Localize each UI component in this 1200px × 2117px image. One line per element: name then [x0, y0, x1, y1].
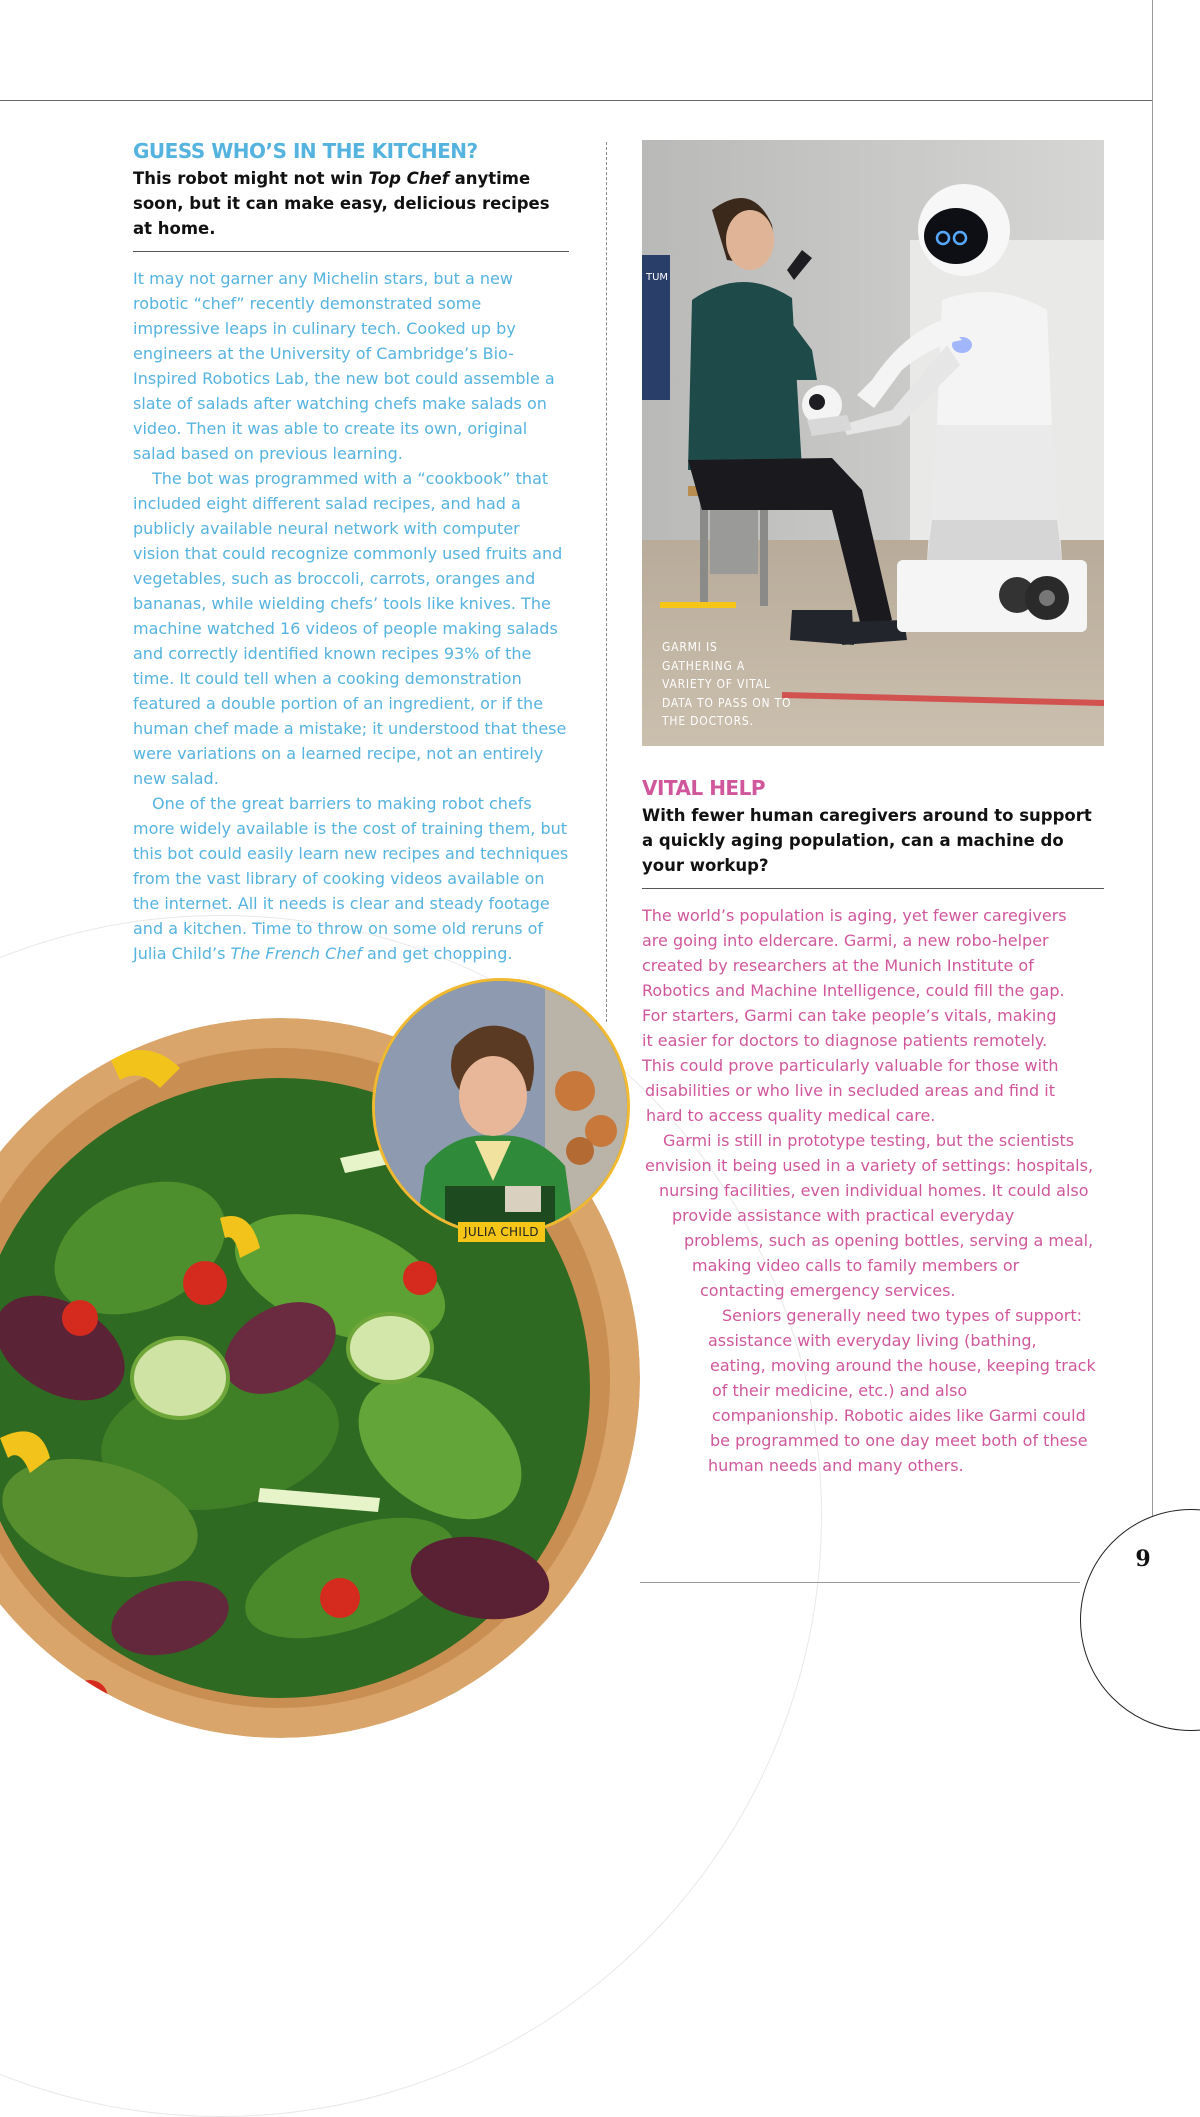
deck-rule [642, 888, 1104, 889]
body-line: making video calls to family members or [692, 1256, 1020, 1275]
body-line: human needs and many others. [708, 1456, 964, 1475]
body-line: companionship. Robotic aides like Garmi could [712, 1406, 1086, 1425]
column-divider [606, 142, 607, 1022]
kitchen-kicker: GUESS WHO’S IN THE KITCHEN? [133, 139, 478, 163]
show-title: The French Chef [230, 944, 362, 963]
paragraph [133, 791, 569, 966]
body-line: problems, such as opening bottles, serving a meal, [684, 1231, 1094, 1250]
body-line: of their medicine, etc.) and also [712, 1381, 968, 1400]
deck-text: This robot might not win [133, 169, 369, 188]
top-rule [0, 100, 1152, 101]
body-line: envision it being used in a variety of settings: hospitals, [645, 1156, 1094, 1175]
kitchen-deck [133, 166, 569, 241]
page-number-circle [1080, 1509, 1200, 1731]
bottom-rule [640, 1582, 1080, 1583]
paragraph-text: One of the great barriers to making robot chefs more widely available is the cost of training them, but this bot could easily learn new recipes and techniques from the vast library of cooking videos available on the internet. All it needs is clear and steady footage and a kitchen. Time to throw on some old reruns of Julia Child’s [133, 794, 569, 963]
body-line: Seniors generally need two types of support: [722, 1306, 1082, 1325]
body-line: it easier for doctors to diagnose patients remotely. [642, 1031, 1048, 1050]
vital-help-kicker: VITAL HELP [642, 776, 765, 800]
screen-sign: TUM [646, 272, 669, 283]
body-line: nursing facilities, even individual homes. It could also [659, 1181, 1089, 1200]
photo-caption: GARMI IS GATHERING A VARIETY OF VITAL DATA TO PASS ON TO THE DOCTORS. [662, 640, 792, 728]
body-line: contacting emergency services. [700, 1281, 956, 1300]
body-line: For starters, Garmi can take people’s vitals, making [642, 1006, 1057, 1025]
body-line: Garmi is still in prototype testing, but the scientists [663, 1131, 1075, 1150]
body-line: The world’s population is aging, yet fewer caregivers [642, 906, 1067, 925]
body-line: Robotics and Machine Intelligence, could fill the gap. [642, 981, 1065, 1000]
body-line: be programmed to one day meet both of these [710, 1431, 1088, 1450]
paragraph-text: and get chopping. [361, 944, 513, 963]
body-line: eating, moving around the house, keeping track [710, 1356, 1096, 1375]
vital-help-article [642, 775, 1104, 1478]
vital-help-body [642, 903, 1104, 1478]
body-line: created by researchers at the Munich Institute of [642, 956, 1034, 975]
body-line: hard to access quality medical care. [646, 1106, 936, 1125]
body-line: This could prove particularly valuable for those with [642, 1056, 1059, 1075]
paragraph: It may not garner any Michelin stars, but a new robotic “chef” recently demonstrated some impressive leaps in culinary tech. Cooked up by engineers at the University of Cambridge’s Bio-Inspired Robotics Lab, the new bot could assemble a slate of salads after watching chefs make salads on video. Then it was able to create its own, original salad based on previous learning. [133, 269, 555, 463]
deck-show-title: Top Chef [368, 169, 449, 188]
kitchen-article [133, 138, 569, 966]
right-edge-rule [1152, 0, 1153, 1632]
portrait-label: JULIA CHILD [458, 1222, 545, 1242]
julia-child-portrait [372, 978, 630, 1236]
body-line: assistance with everyday living (bathing, [708, 1331, 1037, 1350]
body-line: disabilities or who live in secluded areas and find it [645, 1081, 1056, 1100]
vital-help-deck: With fewer human caregivers around to support a quickly aging population, can a machine do your workup? [642, 806, 1092, 875]
kitchen-body [133, 266, 569, 966]
paragraph: The bot was programmed with a “cookbook” that included eight different salad recipes, and had a publicly available neural network with computer vision that could recognize commonly used fruits and vegetables, such as broccoli, carrots, oranges and bananas, while wielding chefs’ tools like knives. The machine watched 16 videos of people making salads and correctly identified known recipes 93% of the time. It could tell when a cooking demonstration featured a double portion of an ingredient, or if the human chef made a mistake; it understood that these were variations on a learned recipe, not an entirely new salad. [133, 469, 567, 788]
garmi-robot-photo [642, 140, 1104, 746]
deck-text: anytime soon, but it can make easy, delicious recipes at home. [133, 169, 550, 238]
portrait-illustration [375, 981, 630, 1236]
body-line: provide assistance with practical everyday [672, 1206, 1015, 1225]
page-number: 9 [1135, 1546, 1151, 1572]
body-line: are going into eldercare. Garmi, a new robo-helper [642, 931, 1049, 950]
deck-rule [133, 251, 569, 252]
